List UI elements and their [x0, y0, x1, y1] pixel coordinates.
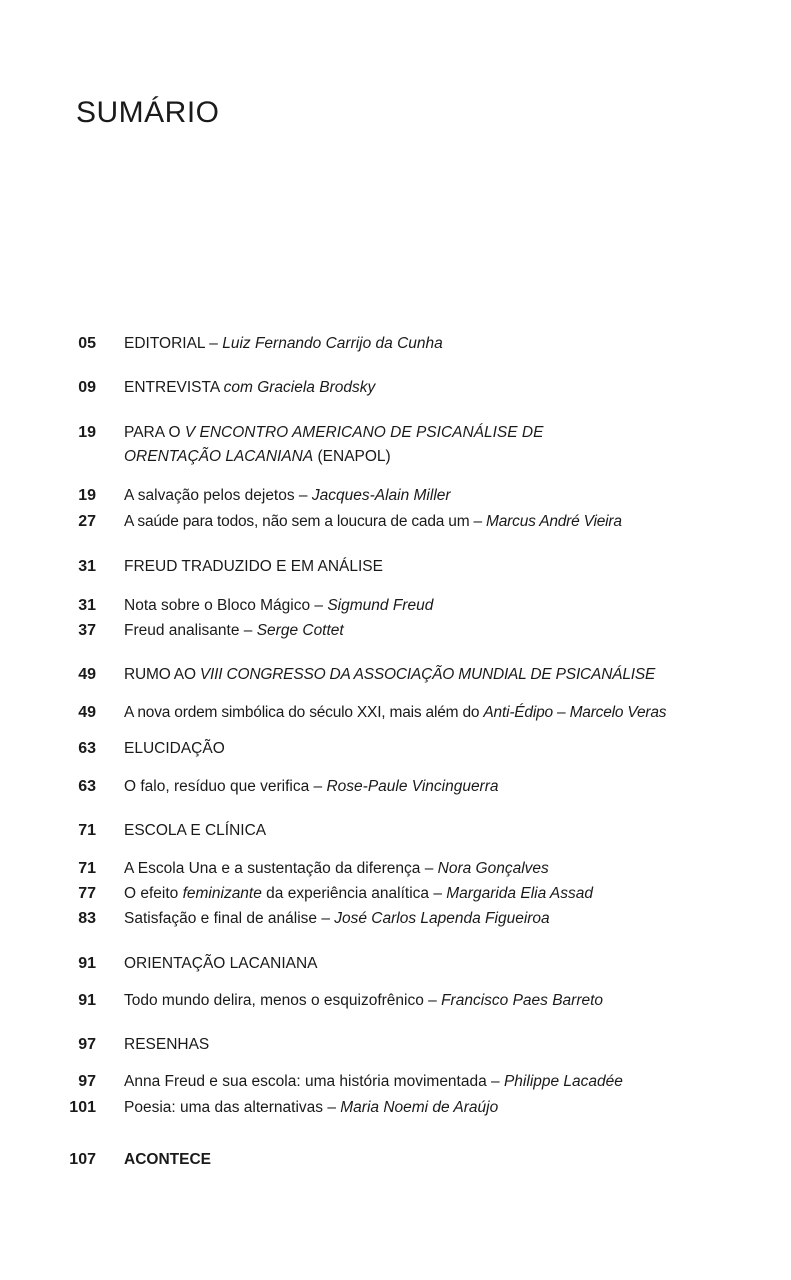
page-number: 91	[78, 955, 96, 972]
entry-text: EDITORIAL – Luiz Fernando Carrijo da Cunha	[124, 335, 443, 352]
entry-text: A saúde para todos, não sem a loucura de cada um – Marcus André Vieira	[124, 513, 622, 530]
entry-text: ACONTECE	[124, 1151, 211, 1168]
page-number: 91	[78, 992, 96, 1009]
entry-text: Poesia: uma das alternativas – Maria Noemi de Araújo	[124, 1099, 499, 1116]
entry-text: ELUCIDAÇÃO	[124, 740, 225, 757]
page-number: 31	[78, 597, 96, 614]
page-number: 37	[78, 622, 96, 639]
page-number: 77	[78, 885, 96, 902]
entry-text: Freud analisante – Serge Cottet	[124, 622, 344, 639]
page-number: 63	[78, 778, 96, 795]
entry-text: Todo mundo delira, menos o esquizofrênico – Francisco Paes Barreto	[124, 992, 604, 1009]
page-number: 31	[78, 558, 96, 575]
page-number: 49	[78, 666, 96, 683]
page-number: 97	[78, 1073, 96, 1090]
page-number: 27	[78, 513, 96, 530]
page-number: 09	[78, 379, 96, 396]
entry-text: O efeito feminizante da experiência analítica – Margarida Elia Assad	[124, 885, 594, 902]
page-number: 49	[78, 704, 96, 721]
entry-text: O falo, resíduo que verifica – Rose-Paule Vincinguerra	[124, 778, 499, 795]
entry-text: ORIENTAÇÃO LACANIANA	[124, 955, 318, 972]
entry-text: A Escola Una e a sustentação da diferença – Nora Gonçalves	[124, 860, 549, 877]
page-number: 71	[78, 822, 96, 839]
entry-text: Anna Freud e sua escola: uma história movimentada – Philippe Lacadée	[124, 1073, 623, 1090]
page-number: 63	[78, 740, 96, 757]
entry-text: FREUD TRADUZIDO E EM ANÁLISE	[124, 558, 383, 575]
entry-text: A salvação pelos dejetos – Jacques-Alain Miller	[124, 487, 451, 504]
page-number: 97	[78, 1036, 96, 1053]
entry-text: A nova ordem simbólica do século XXI, mais além do Anti-Édipo – Marcelo Veras	[124, 704, 667, 721]
page-number: 05	[78, 335, 96, 352]
page-number: 19	[78, 424, 96, 441]
page-number: 71	[78, 860, 96, 877]
entry-text: Satisfação e final de análise – José Carlos Lapenda Figueiroa	[124, 910, 550, 927]
entry-text: RUMO AO VIII CONGRESSO DA ASSOCIAÇÃO MUNDIAL DE PSICANÁLISE	[124, 666, 656, 683]
entry-text: Nota sobre o Bloco Mágico – Sigmund Freud	[124, 597, 434, 614]
page-number: 107	[69, 1151, 96, 1168]
page-number: 101	[69, 1099, 96, 1116]
entry-text: ESCOLA E CLÍNICA	[124, 822, 267, 839]
page-number: 19	[78, 487, 96, 504]
page-number: 83	[78, 910, 96, 927]
page-title: SUMÁRIO	[76, 96, 220, 129]
entry-text: ENTREVISTA com Graciela Brodsky	[124, 379, 376, 396]
entry-text: PARA O V ENCONTRO AMERICANO DE PSICANÁLISE DE ORENTAÇÃO LACANIANA (ENAPOL)	[124, 424, 544, 465]
entry-text: RESENHAS	[124, 1036, 210, 1053]
